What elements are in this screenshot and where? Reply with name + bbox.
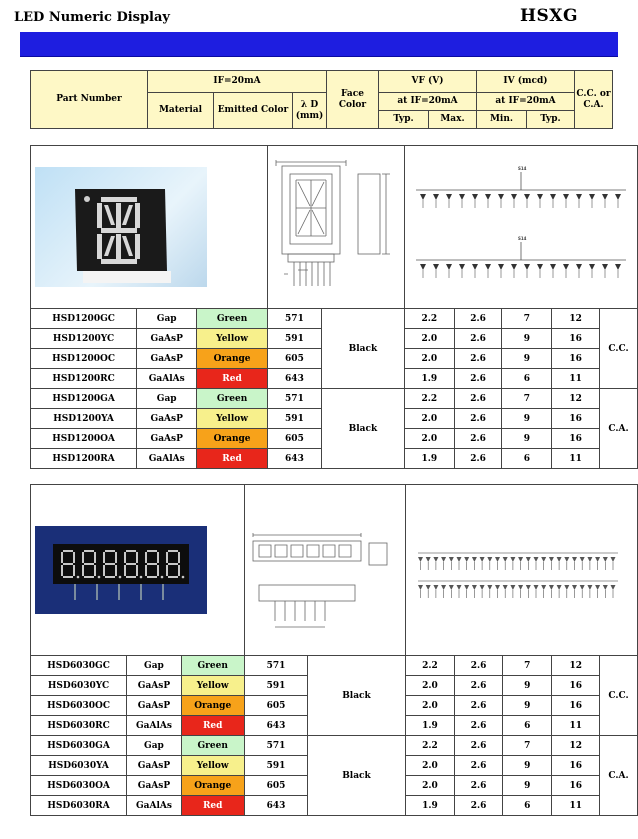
diode-symbol [488,585,493,590]
diode-symbol [565,557,570,562]
diode-symbol [457,557,462,562]
material-cell: GaAlAs [137,369,197,389]
material-cell: GaAsP [127,756,182,776]
col-vf-max: Max. [429,111,477,129]
vf-typ-cell: 2.2 [405,656,455,676]
table-row [31,656,638,676]
diode-symbol [526,557,531,562]
emitted-color-cell: Orange [181,776,244,796]
product-block-hsd6030 [30,484,638,816]
pin-schematic [406,152,636,302]
material-cell: GaAsP [137,409,197,429]
diode-symbol [472,585,477,590]
emitted-color-cell: Red [197,369,268,389]
col-iv-group: IV (mcd) [477,71,575,93]
diode-symbol [603,585,608,590]
vf-max-cell: 2.6 [454,409,502,429]
iv-min-cell: 6 [502,796,552,816]
dimension-drawing [267,146,404,309]
vf-max-cell: 2.6 [454,429,502,449]
iv-min-cell: 6 [502,716,552,736]
product-block-hsd1200 [30,145,638,469]
emitted-color-cell: Yellow [197,409,268,429]
emitted-color-cell: Yellow [197,329,268,349]
iv-typ-cell: 11 [552,796,600,816]
wavelength-cell: 591 [267,409,321,429]
diode-symbol [495,557,500,562]
diode-symbol [549,557,554,562]
vf-max-cell: 2.6 [454,369,502,389]
wavelength-cell: 571 [244,656,308,676]
iv-min-cell: 7 [502,389,552,409]
iv-typ-cell: 11 [552,716,600,736]
col-if-group: IF=20mA [148,71,327,93]
part-number-cell: HSD6030RC [31,716,127,736]
vf-max-cell: 2.6 [455,656,503,676]
wavelength-cell: 605 [267,429,321,449]
vf-typ-cell: 2.0 [405,776,455,796]
six-digit-display-image [35,526,207,614]
iv-min-cell: 6 [502,449,552,469]
part-number-cell: HSD6030OA [31,776,127,796]
diode-symbol [459,194,465,200]
diode-symbol [580,557,585,562]
face-color-cell: Black [308,656,405,736]
table-row [31,389,638,409]
vf-max-cell: 2.6 [455,736,503,756]
diode-symbol [557,557,562,562]
diode-symbol [550,194,556,200]
diode-symbol [485,264,491,270]
wavelength-cell: 591 [244,756,308,776]
diode-symbol [472,194,478,200]
vf-typ-cell: 2.0 [405,756,455,776]
diode-symbol [542,557,547,562]
material-cell: GaAsP [127,676,182,696]
diode-symbol [488,557,493,562]
col-part-number: Part Number [31,71,148,129]
iv-typ-cell: 16 [552,429,600,449]
common-type-cell: C.C. [600,656,638,736]
emitted-color-cell: Orange [197,349,268,369]
part-number-cell: HSD6030OC [31,696,127,716]
diode-symbol [611,585,616,590]
col-emitted-color: Emitted Color [214,93,293,129]
diode-symbol [511,557,516,562]
diode-symbol [589,194,595,200]
material-cell: GaAsP [137,429,197,449]
iv-min-cell: 9 [502,409,552,429]
col-vf-group: VF (V) [379,71,477,93]
diode-symbol [576,194,582,200]
wavelength-cell: 605 [267,349,321,369]
material-cell: GaAsP [137,349,197,369]
diode-symbol [426,585,431,590]
diode-symbol [518,585,523,590]
col-face-color: Face Color [327,71,379,129]
diode-symbol [611,557,616,562]
vf-max-cell: 2.6 [454,389,502,409]
diode-symbol [433,194,439,200]
emitted-color-cell: Orange [197,429,268,449]
vf-typ-cell: 1.9 [404,449,454,469]
vf-typ-cell: 2.0 [404,429,454,449]
diode-symbol [465,585,470,590]
iv-typ-cell: 11 [552,449,600,469]
vf-typ-cell: 2.2 [404,309,454,329]
vf-max-cell: 2.6 [455,776,503,796]
dimension-drawing [244,485,405,656]
iv-typ-cell: 16 [552,756,600,776]
iv-typ-cell: 12 [552,736,600,756]
circuit-diagram [405,485,637,656]
wavelength-cell: 571 [244,736,308,756]
iv-min-cell: 9 [502,756,552,776]
wavelength-cell: 643 [267,449,321,469]
vf-max-cell: 2.6 [455,716,503,736]
iv-min-cell: 9 [502,329,552,349]
part-number-cell: HSD6030YC [31,676,127,696]
diode-symbol [563,264,569,270]
wavelength-cell: 643 [267,369,321,389]
iv-min-cell: 6 [502,369,552,389]
diode-symbol [498,194,504,200]
emitted-color-cell: Green [181,656,244,676]
iv-typ-cell: 11 [552,369,600,389]
iv-typ-cell: 16 [552,676,600,696]
diode-symbol [602,264,608,270]
brand-logo: HSXG [519,6,578,26]
iv-typ-cell: 16 [552,349,600,369]
col-material: Material [148,93,214,129]
alphanumeric-display-image [35,167,207,287]
material-cell: GaAlAs [127,796,182,816]
vf-typ-cell: 2.0 [405,696,455,716]
iv-typ-cell: 16 [552,409,600,429]
col-vf-condition: at IF=20mA [379,93,477,111]
diode-symbol [449,557,454,562]
diode-symbol [563,194,569,200]
diode-symbol [472,557,477,562]
material-cell: Gap [137,389,197,409]
vf-max-cell: 2.6 [455,756,503,776]
diode-symbol [602,194,608,200]
part-number-cell: HSD6030GC [31,656,127,676]
emitted-color-cell: Green [181,736,244,756]
iv-typ-cell: 12 [552,309,600,329]
wavelength-cell: 605 [244,776,308,796]
diode-symbol [588,585,593,590]
diode-symbol [511,264,517,270]
iv-typ-cell: 16 [552,329,600,349]
vf-max-cell: 2.6 [454,449,502,469]
diode-symbol [580,585,585,590]
diode-symbol [449,585,454,590]
diode-symbol [595,557,600,562]
product-photo-cell [31,146,268,309]
emitted-color-cell: Orange [181,696,244,716]
diode-symbol [446,264,452,270]
product-photo-cell [31,485,245,656]
diode-symbol [518,557,523,562]
wavelength-cell: 571 [267,309,321,329]
vf-typ-cell: 2.0 [404,349,454,369]
common-type-cell: C.C. [600,309,638,389]
vf-max-cell: 2.6 [455,676,503,696]
diode-symbol [441,585,446,590]
face-color-cell: Black [322,309,405,389]
diode-symbol [550,264,556,270]
diode-symbol [524,194,530,200]
svg-text:S14: S14 [517,166,527,171]
diode-symbol [420,264,426,270]
col-iv-condition: at IF=20mA [477,93,575,111]
vf-typ-cell: 2.0 [405,676,455,696]
diode-symbol [526,585,531,590]
diode-symbol [595,585,600,590]
diode-symbol [603,557,608,562]
wavelength-cell: 605 [244,696,308,716]
product-photo [35,167,207,287]
iv-min-cell: 9 [502,776,552,796]
iv-typ-cell: 12 [552,389,600,409]
vf-max-cell: 2.6 [455,796,503,816]
diode-symbol [615,194,621,200]
emitted-color-cell: Yellow [181,756,244,776]
part-number-cell: HSD6030RA [31,796,127,816]
part-number-cell: HSD1200OC [31,349,137,369]
iv-min-cell: 7 [502,309,552,329]
part-number-cell: HSD1200GC [31,309,137,329]
diode-symbol [589,264,595,270]
diode-symbol [524,264,530,270]
diode-symbol [557,585,562,590]
vf-max-cell: 2.6 [454,349,502,369]
part-number-cell: HSD1200RA [31,449,137,469]
vf-typ-cell: 1.9 [405,796,455,816]
col-vf-typ: Typ. [379,111,429,129]
diode-symbol [480,585,485,590]
diode-symbol [434,585,439,590]
diode-symbol [459,264,465,270]
iv-min-cell: 7 [502,736,552,756]
material-cell: GaAsP [127,696,182,716]
material-cell: GaAsP [137,329,197,349]
common-type-cell: C.A. [600,736,638,816]
vf-typ-cell: 1.9 [404,369,454,389]
diode-symbol [534,557,539,562]
diode-symbol [511,194,517,200]
emitted-color-cell: Green [197,309,268,329]
diode-symbol [465,557,470,562]
diode-symbol [537,264,543,270]
diode-symbol [433,264,439,270]
diode-symbol [420,194,426,200]
iv-typ-cell: 12 [552,656,600,676]
diode-symbol [534,585,539,590]
diode-symbol [441,557,446,562]
col-common: C.C. or C.A. [575,71,613,129]
vf-typ-cell: 2.2 [405,736,455,756]
common-type-cell: C.A. [600,389,638,469]
iv-min-cell: 7 [502,656,552,676]
circuit-diagram [404,146,637,309]
diode-symbol [426,557,431,562]
diode-symbol [418,585,423,590]
diode-symbol [480,557,485,562]
wavelength-cell: 643 [244,796,308,816]
pin-schematic [406,505,636,635]
vf-max-cell: 2.6 [454,329,502,349]
material-cell: GaAlAs [137,449,197,469]
part-number-cell: HSD1200YC [31,329,137,349]
spec-header-table [30,70,613,129]
diode-symbol [503,557,508,562]
package-outline-drawing [268,152,404,302]
iv-typ-cell: 16 [552,696,600,716]
vf-typ-cell: 2.0 [404,409,454,429]
diode-symbol [542,585,547,590]
iv-min-cell: 9 [502,696,552,716]
material-cell: GaAsP [127,776,182,796]
diode-symbol [576,264,582,270]
wavelength-cell: 591 [267,329,321,349]
diode-symbol [549,585,554,590]
part-number-cell: HSD6030GA [31,736,127,756]
diode-symbol [511,585,516,590]
part-number-cell: HSD1200YA [31,409,137,429]
wavelength-cell: 643 [244,716,308,736]
col-iv-min: Min. [477,111,527,129]
diode-symbol [446,194,452,200]
part-number-cell: HSD1200OA [31,429,137,449]
emitted-color-cell: Red [197,449,268,469]
table-row [31,309,638,329]
diode-symbol [418,557,423,562]
diode-symbol [457,585,462,590]
emitted-color-cell: Red [181,716,244,736]
svg-text:S14: S14 [517,236,527,241]
iv-min-cell: 9 [502,676,552,696]
emitted-color-cell: Green [197,389,268,409]
material-cell: Gap [137,309,197,329]
material-cell: Gap [127,736,182,756]
diode-symbol [565,585,570,590]
vf-typ-cell: 1.9 [405,716,455,736]
vf-typ-cell: 2.2 [404,389,454,409]
iv-typ-cell: 16 [552,776,600,796]
page-title: LED Numeric Display [14,10,170,25]
vf-max-cell: 2.6 [454,309,502,329]
wavelength-cell: 591 [244,676,308,696]
iv-min-cell: 9 [502,429,552,449]
iv-min-cell: 9 [502,349,552,369]
part-number-cell: HSD1200GA [31,389,137,409]
header-bar [20,32,618,57]
diode-symbol [537,194,543,200]
diode-symbol [434,557,439,562]
package-outline-drawing [245,505,405,635]
part-number-cell: HSD1200RC [31,369,137,389]
diode-symbol [572,557,577,562]
diode-symbol [615,264,621,270]
material-cell: GaAlAs [127,716,182,736]
diode-symbol [498,264,504,270]
diode-symbol [572,585,577,590]
table-row [31,736,638,756]
emitted-color-cell: Yellow [181,676,244,696]
diode-symbol [588,557,593,562]
face-color-cell: Black [322,389,405,469]
wavelength-cell: 571 [267,389,321,409]
face-color-cell: Black [308,736,405,816]
product-photo [35,526,207,614]
diode-symbol [503,585,508,590]
part-number-cell: HSD6030YA [31,756,127,776]
vf-typ-cell: 2.0 [404,329,454,349]
diode-symbol [472,264,478,270]
emitted-color-cell: Red [181,796,244,816]
col-wavelength: λ D (mm) [293,93,327,129]
col-iv-typ: Typ. [527,111,575,129]
diode-symbol [495,585,500,590]
vf-max-cell: 2.6 [455,696,503,716]
diode-symbol [485,194,491,200]
material-cell: Gap [127,656,182,676]
